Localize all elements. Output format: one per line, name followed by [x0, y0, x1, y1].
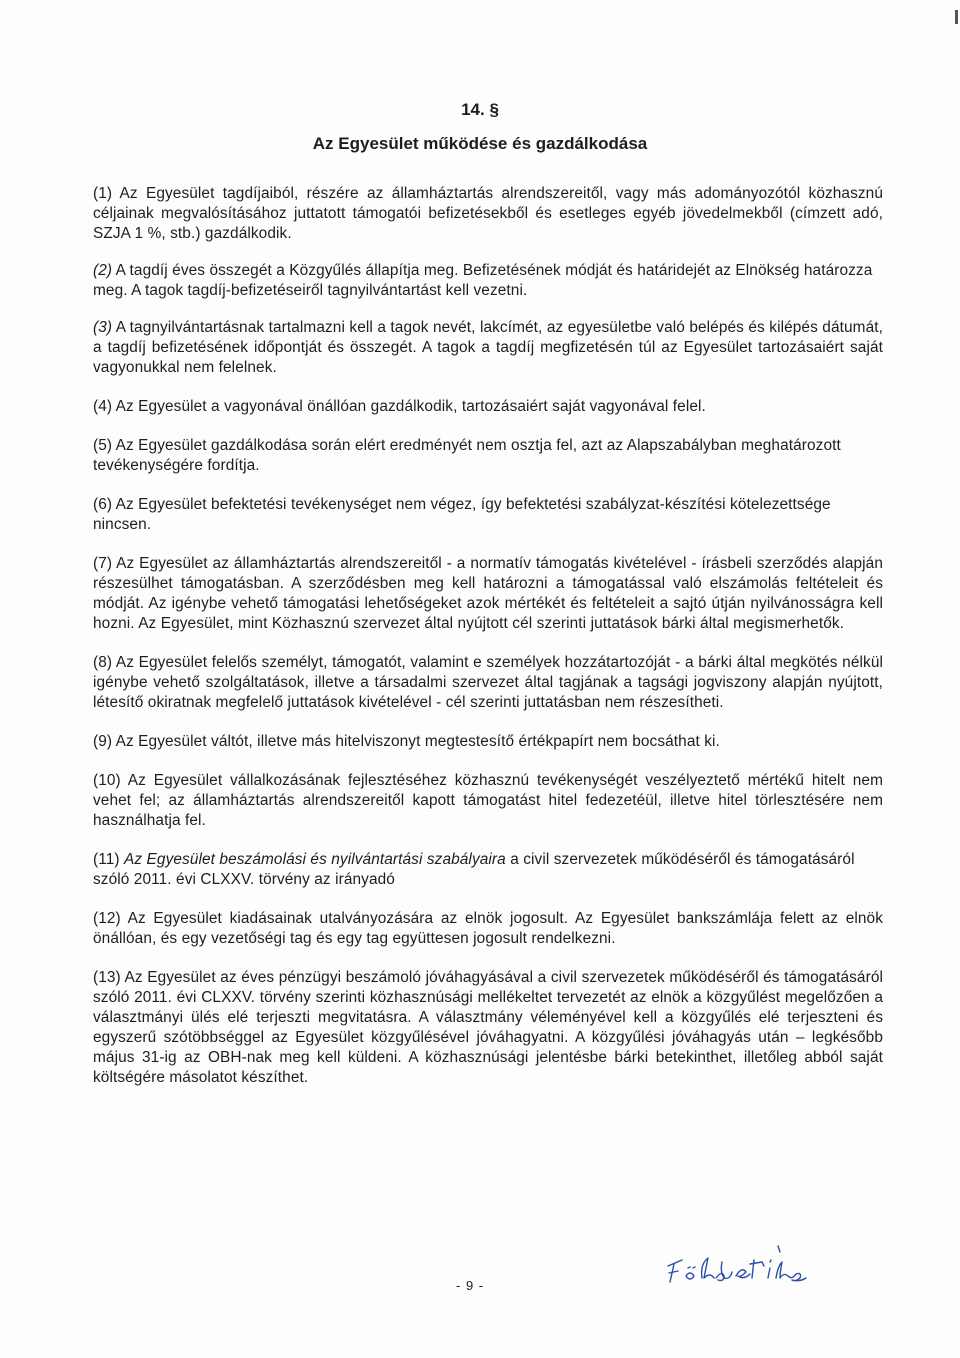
page-number: - 9 - — [456, 1278, 485, 1293]
paragraph-11-text: a civil szervezetek működéséről és támogatásáról szóló 2011. évi CLXXV. törvény az irányadó — [93, 851, 855, 888]
paragraph-2 — [93, 261, 883, 301]
paragraph-2-text: A tagdíj éves összegét a Közgyűlés állapítja meg. Befizetésének módját és határidejét az Elnökség határozza meg. A tagok tagdíj-befizetéseiről tagnyilvántartást kell vezetni. — [93, 262, 873, 299]
paragraph-12: (12) Az Egyesület kiadásainak utalványozására az elnök jogosult. Az Egyesület bankszámlája felett az elnök önállóan, és egy vezetőségi tag és egy tag együttesen jogosult rendelkezni. — [93, 910, 883, 947]
paragraph-11-number: (11) — [93, 851, 125, 868]
scan-edge-mark — [955, 10, 958, 24]
paragraph-11-italic: Az Egyesület beszámolási és nyilvántartási szabályaira — [124, 851, 506, 868]
paragraph-6: (6) Az Egyesület befektetési tevékenységet nem végez, így befektetési szabályzat-készítési kötelezettsége nincsen. — [93, 496, 831, 533]
paragraph-9: (9) Az Egyesület váltót, illetve más hitelviszonyt megtestesítő értékpapírt nem bocsáthat ki. — [93, 733, 720, 750]
paragraph-11 — [93, 850, 883, 890]
handwritten-signature — [658, 1238, 858, 1298]
paragraph-7: (7) Az Egyesület az államháztartás alrendszereitől - a normatív támogatás kivételével - írásbeli szerződés alapján részesülhet támogatásban. A szerződésben meg kell határozni a támogatással való elszámolás feltételeit és módját. Az igénybe vehető támogatási lehetőségeket azok mértékét és feltételeit a sajtó útján nyilvánosságra kell hozni. Az Egyesület, mint Közhasznú szervezet által nyújtott cél szerinti juttatások bárki által megismerhetők. — [93, 555, 883, 632]
paragraph-3-number: (3) — [93, 319, 113, 336]
section-body — [93, 184, 883, 1105]
paragraph-5: (5) Az Egyesület gazdálkodása során elért eredményét nem osztja fel, azt az Alapszabályban meghatározott tevékenységére fordítja. — [93, 437, 841, 474]
section-title: Az Egyesület működése és gazdálkodása — [312, 134, 648, 153]
paragraph-1: (1) Az Egyesület tagdíjaiból, részére az államháztartás alrendszereitől, vagy más adományozótól közhasznú céljainak megvalósításához juttatott támogatói befizetésekből és esetleges egyéb jövedelmekből (címzett adó, SZJA 1 %, stb.) gazdálkodik. — [93, 185, 883, 242]
paragraph-3-text: A tagnyilvántartásnak tartalmazni kell a tagok nevét, lakcímét, az egyesületbe való belépés és kilépés dátumát, a tagdíj befizetésének időpontját és összegét. A tagok a tagdíj megfizetésén túl az Egyesület tartozásaiért saját vagyonukkal nem felelnek. — [93, 319, 883, 376]
paragraph-13: (13) Az Egyesület az éves pénzügyi beszámoló jóváhagyásával a civil szervezetek működéséről és támogatásáról szóló 2011. évi CLXXV. törvény szerinti közhasznúsági mellékeltet tervezetét az elnök a közgyűlést megelőzően a választmányi ülés elé terjeszti megvitatásra. A választmány véleményével kell a közgyűlés elé terjeszteni és egyszerű szótöbbséggel az Egyesület közgyűlésével jóváhagyatni. A közgyűlési jóváhagyás után – legkésőbb május 31-ig az OBH-nak meg kell küldeni. A közhasznúsági jelentésbe bárki betekinthet, illetőleg abból saját költségére másolatot készíthet. — [93, 969, 883, 1086]
paragraph-3 — [93, 318, 883, 378]
section-number: 14. § — [461, 100, 499, 119]
paragraph-10: (10) Az Egyesület vállalkozásának fejlesztéséhez közhasznú tevékenységét veszélyeztető mértékű hitelt nem vehet fel; az államháztartás alrendszereitől kapott támogatást hitel fedezetéül, illetve hitel törlesztésére nem használhatja fel. — [93, 772, 883, 829]
paragraph-4: (4) Az Egyesület a vagyonával önállóan gazdálkodik, tartozásaiért saját vagyonával felel. — [93, 398, 706, 415]
paragraph-8: (8) Az Egyesület felelős személyt, támogatót, valamint e személyek hozzátartozóját - a bárki által megkötés nélkül igénybe vehető szolgáltatások, illetve a társadalmi szervezet által tagjának a tagsági jogviszony alapján nyújtott, létesítő okiratnak megfelelő juttatások kivételével - cél szerinti juttatásban nem részesítheti. — [93, 654, 883, 711]
paragraph-2-number: (2) — [93, 262, 113, 279]
